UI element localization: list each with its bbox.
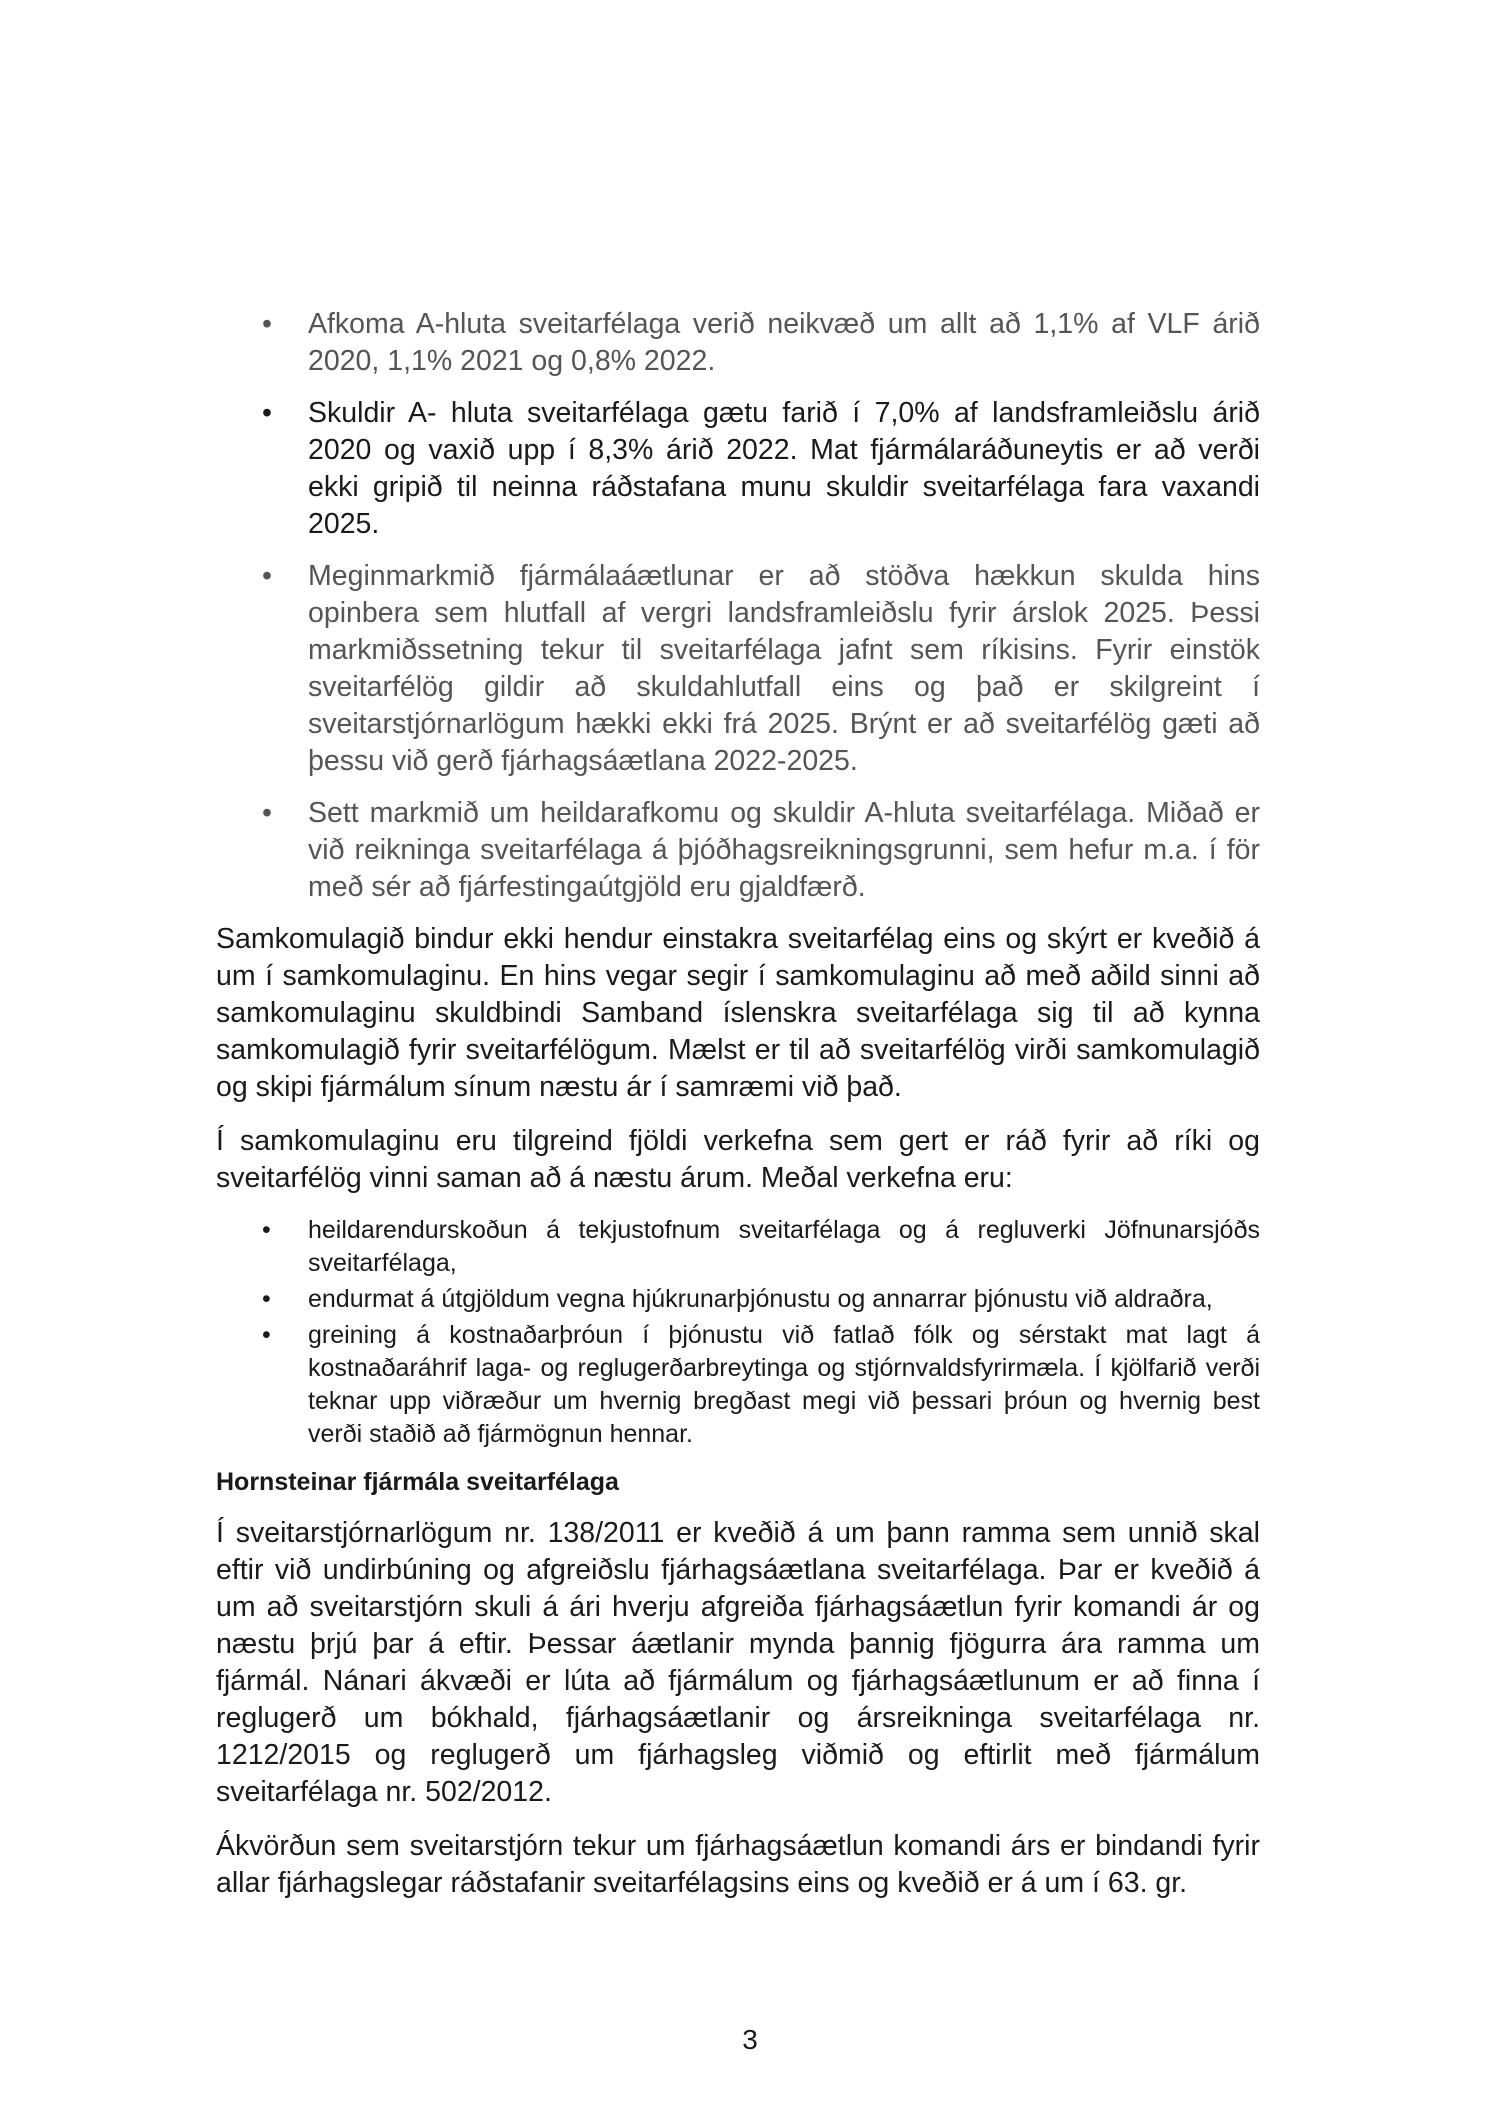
list-item: • Afkoma A-hluta sveitarfélaga verið neikvæð um allt að 1,1% af VLF árið 2020, 1,1% 2021 og 0,8% 2022. (216, 306, 1260, 380)
section-heading: Hornsteinar fjármála sveitarfélaga (216, 1468, 619, 1496)
list-item: • Skuldir A- hluta sveitarfélaga gætu farið í 7,0% af landsframleiðslu árið 2020 og vaxið upp í 8,3% árið 2022. Mat fjármálaráðuneytis er að verði ekki gripið til neinna ráðstafana munu skuldir sveitarfélaga fara vaxandi 2025. (216, 395, 1260, 543)
list-item: • endurmat á útgjöldum vegna hjúkrunarþjónustu og annarrar þjónustu við aldraðra, (216, 1283, 1260, 1316)
page-number: 3 (742, 2024, 758, 2055)
task-bullet-list (216, 1214, 1260, 1451)
body-paragraph: Í sveitarstjórnarlögum nr. 138/2011 er kveðið á um þann ramma sem unnið skal eftir við undirbúning og afgreiðslu fjárhagsáætlana sveitarfélaga. Þar er kveðið á um að sveitarstjórn skuli á ári hverju afgreiða fjárhagsáætlun fyrir komandi ár og næstu þrjú þar á eftir. Þessar áætlanir mynda þannig fjögurra ára ramma um fjármál. Nánari ákvæði er lúta að fjármálum og fjárhagsáætlunum er að finna í reglugerð um bókhald, fjárhagsáætlanir og ársreikninga sveitarfélaga nr. 1212/2015 og reglugerð um fjárhagsleg viðmið og eftirlit með fjármálum sveitarfélaga nr. 502/2012. (216, 1517, 1260, 1808)
body-paragraph: Samkomulagið bindur ekki hendur einstakra sveitarfélag eins og skýrt er kveðið á um í samkomulaginu. En hins vegar segir í samkomulaginu að með aðild sinni að samkomulaginu skuldbindi Samband íslenskra sveitarfélaga sig til að kynna samkomulagið fyrir sveitarfélögum. Mælst er til að sveitarfélög virði samkomulagið og skipi fjármálum sínum næstu ár í samræmi við það. (216, 923, 1260, 1103)
body-paragraph: Í samkomulaginu eru tilgreind fjöldi verkefna sem gert er ráð fyrir að ríki og sveitarfélög vinni saman að á næstu árum. Meðal verkefna eru: (216, 1125, 1260, 1194)
top-bullet-list (216, 306, 1260, 906)
list-item: • greining á kostnaðarþróun í þjónustu við fatlað fólk og sérstakt mat lagt á kostnaðaráhrif laga- og reglugerðarbreytinga og stjórnvaldsfyrirmæla. Í kjölfarið verði teknar upp viðræður um hvernig bregðast megi við þessari þróun og hvernig best verði staðið að fjármögnun hennar. (216, 1319, 1260, 1451)
list-item: • heildarendurskoðun á tekjustofnum sveitarfélaga og á regluverki Jöfnunarsjóðs sveitarfélaga, (216, 1214, 1260, 1280)
body-paragraph: Ákvörðun sem sveitarstjórn tekur um fjárhagsáætlun komandi árs er bindandi fyrir allar fjárhagslegar ráðstafanir sveitarfélagsins eins og kveðið er á um í 63. gr. (216, 1830, 1260, 1899)
document-page (216, 306, 1260, 1919)
list-item: • Sett markmið um heildarafkomu og skuldir A-hluta sveitarfélaga. Miðað er við reikninga sveitarfélaga á þjóðhagsreikningsgrunni, sem hefur m.a. í för með sér að fjárfestingaútgjöld eru gjaldfærð. (216, 795, 1260, 906)
list-item: • Meginmarkmið fjármálaáætlunar er að stöðva hækkun skulda hins opinbera sem hlutfall af vergri landsframleiðslu fyrir árslok 2025. Þessi markmiðssetning tekur til sveitarfélaga jafnt sem ríkisins. Fyrir einstök sveitarfélög gildir að skuldahlutfall eins og það er skilgreint í sveitarstjórnarlögum hækki ekki frá 2025. Brýnt er að sveitarfélög gæti að þessu við gerð fjárhagsáætlana 2022-2025. (216, 558, 1260, 780)
